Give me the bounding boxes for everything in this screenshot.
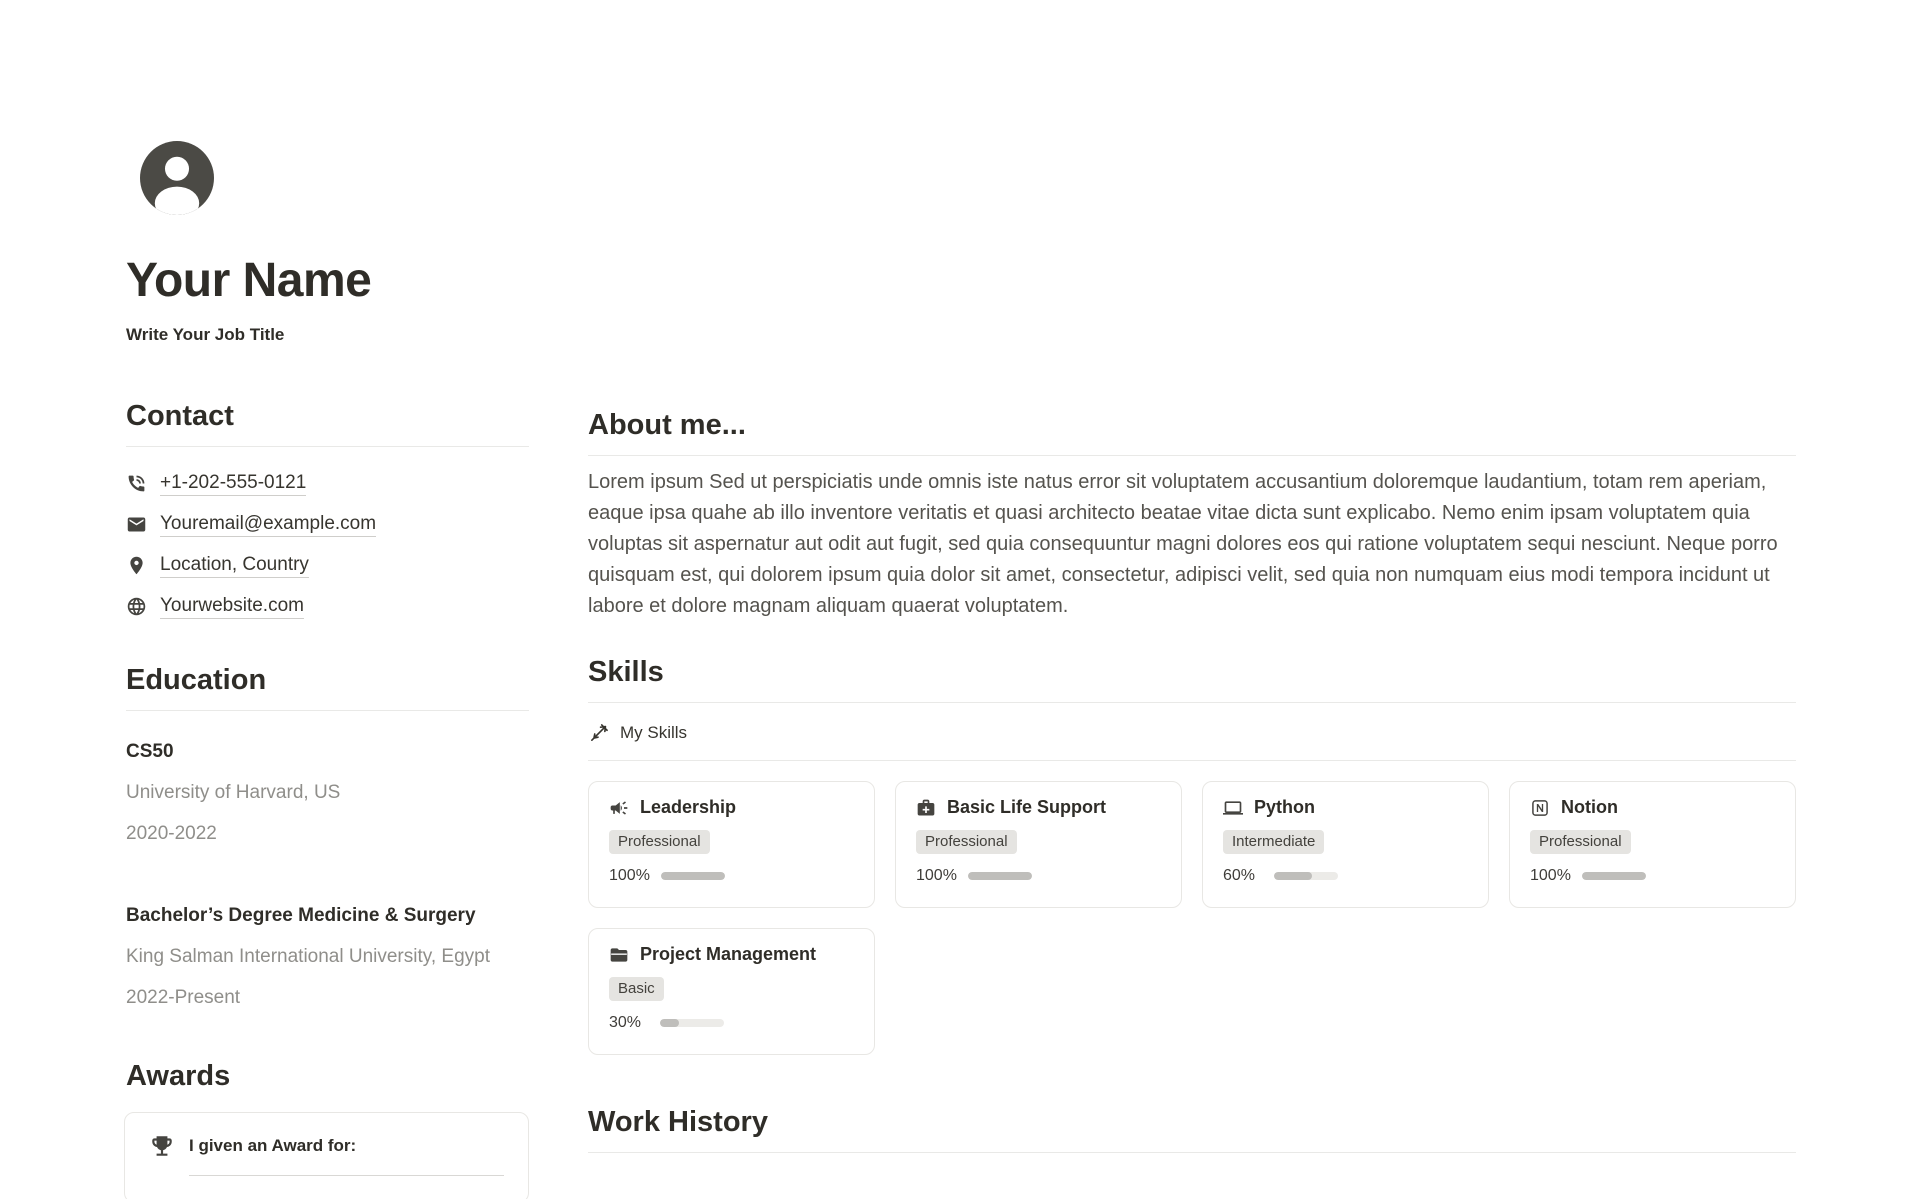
skill-name: Project Management	[640, 944, 817, 964]
megaphone-icon	[609, 798, 629, 818]
skill-percent: 100%	[916, 867, 957, 884]
awards-heading: Awards	[126, 1060, 231, 1092]
skill-name: Leadership	[640, 797, 737, 817]
skill-card-python[interactable]	[1202, 781, 1489, 908]
progress-bar	[1274, 872, 1338, 880]
gallery-divider	[588, 760, 1796, 761]
education-divider	[126, 710, 529, 711]
website-link[interactable]: Yourwebsite.com	[160, 595, 304, 619]
email-link[interactable]: Youremail@example.com	[160, 513, 376, 537]
contact-item-phone	[126, 463, 529, 504]
folder-icon	[609, 945, 629, 965]
my-skills-gallery-title[interactable]	[588, 718, 687, 747]
work-history-heading: Work History	[588, 1106, 768, 1138]
location-icon	[126, 555, 147, 576]
gallery-title-label: My Skills	[620, 722, 688, 742]
contact-item-location	[126, 545, 529, 586]
job-title: Write Your Job Title	[126, 325, 285, 344]
about-heading: About me...	[588, 409, 746, 441]
education-entry	[126, 895, 529, 1018]
mail-icon	[126, 514, 147, 535]
skills-card-grid	[588, 781, 1796, 1055]
contact-divider	[126, 446, 529, 447]
about-divider	[588, 455, 1796, 456]
progress-bar	[660, 1019, 724, 1027]
education-heading: Education	[126, 664, 267, 696]
phone-link[interactable]: +1-202-555-0121	[160, 472, 306, 496]
contact-item-website	[126, 586, 529, 627]
skill-level-badge: Professional	[609, 830, 710, 854]
skill-level-badge: Professional	[1530, 830, 1631, 854]
skill-level-badge: Basic	[609, 977, 664, 1001]
education-list	[126, 731, 529, 1018]
progress-bar	[1582, 872, 1646, 880]
desktop-icon	[1223, 798, 1243, 818]
skill-card-notion[interactable]	[1509, 781, 1796, 908]
skill-percent: 60%	[1223, 867, 1256, 884]
left-column	[126, 141, 529, 1199]
skills-heading: Skills	[588, 656, 664, 688]
skill-percent: 100%	[1530, 867, 1571, 884]
skill-card-project-management[interactable]	[588, 928, 875, 1055]
school-name: University of Harvard, US	[126, 782, 341, 803]
contact-heading: Contact	[126, 400, 234, 432]
medical-bag-icon	[916, 798, 936, 818]
contact-item-email	[126, 504, 529, 545]
skill-card-basic-life-support[interactable]	[895, 781, 1182, 908]
about-paragraph: Lorem ipsum Sed ut perspiciatis unde omnis iste natus error sit voluptatem accusantium doloremque laudantium, totam rem aperiam, eaque ipsa quahe ab illo inventore veritatis et quasi architecto beatae vitae dicta sunt explicabo. Nemo enim ipsam voluptatem quia voluptas sit aspernatur aut odit aut fugit, sed quia consequuntur magni dolores eos qui ratione voluptatem sequi nesciunt. Neque porro quisquam est, qui dolorem ipsum quia dolor sit amet, consectetur, adipisci velit, sed quia non numquam eius modi tempora incidunt ut labore et dolore magnam aliquam quaerat voluptatem.	[588, 471, 1778, 617]
award-label: I given an Award for:	[189, 1136, 357, 1155]
skill-percent: 100%	[609, 867, 650, 884]
right-column	[588, 141, 1796, 1199]
award-blank-line	[189, 1175, 504, 1176]
skill-percent: 30%	[609, 1014, 642, 1031]
person-avatar-icon	[140, 141, 214, 215]
education-entry	[126, 731, 529, 854]
trophy-icon	[149, 1133, 175, 1159]
progress-bar	[661, 872, 725, 880]
degree-title: Bachelor’s Degree Medicine & Surgery	[126, 905, 476, 926]
skill-level-badge: Professional	[916, 830, 1017, 854]
globe-icon	[126, 596, 147, 617]
skill-card-leadership[interactable]	[588, 781, 875, 908]
skill-name: Basic Life Support	[947, 797, 1107, 817]
notion-icon	[1530, 798, 1550, 818]
skill-name: Python	[1254, 797, 1315, 817]
degree-title: CS50	[126, 741, 174, 762]
skill-level-badge: Intermediate	[1223, 830, 1324, 854]
phone-icon	[126, 473, 147, 494]
study-period: 2022-Present	[126, 987, 241, 1008]
skill-name: Notion	[1561, 797, 1618, 817]
work-history-divider	[588, 1152, 1796, 1153]
contact-list	[126, 463, 529, 627]
skills-divider	[588, 702, 1796, 703]
page-title-name: Your Name	[126, 254, 372, 307]
progress-bar	[968, 872, 1032, 880]
location-link[interactable]: Location, Country	[160, 554, 309, 578]
award-row	[149, 1133, 504, 1159]
school-name: King Salman International University, Egypt	[126, 946, 490, 967]
award-card[interactable]	[124, 1112, 529, 1199]
dart-icon	[588, 722, 610, 744]
study-period: 2020-2022	[126, 823, 217, 844]
